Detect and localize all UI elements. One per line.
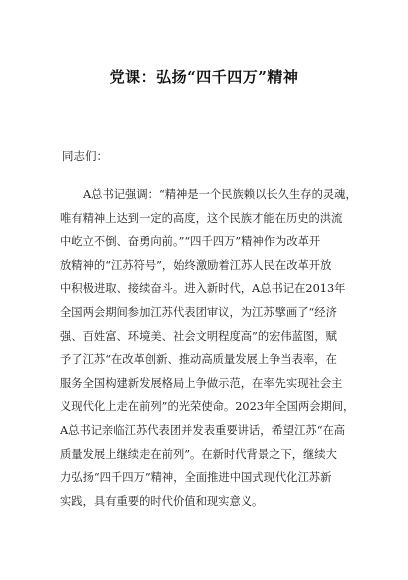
paragraph-line: 服务全国构建新发展格局上争做示范，在率先实现社会主 [60, 376, 343, 390]
salutation: 同志们： [62, 149, 108, 163]
paragraph-line: 义现代化上走在前列”的光荣使命。2023年全国两会期间， [60, 400, 355, 414]
paragraph-line: 予了江苏“在改革创新、推动高质量发展上争当表率，在 [60, 353, 337, 367]
document-title: 党课：弘扬“四千四万”精神 [109, 68, 299, 86]
paragraph-line: 强、百姓富、环境美、社会文明程度高”的宏伟蓝图，赋 [60, 329, 337, 343]
paragraph-line: 质量发展上继续走在前列”。在新时代背景之下，继续大 [60, 447, 337, 461]
paragraph-line: 实践，具有重要的时代价值和现实意义。 [60, 494, 264, 508]
body-paragraph [60, 183, 357, 513]
paragraph-line: 力弘扬“四千四万”精神，全面推进中国式现代化江苏新 [60, 471, 332, 485]
paragraph-line: 全国两会期间参加江苏代表团审议，为江苏擘画了“经济 [60, 305, 337, 319]
paragraph-line: A总书记强调：“精神是一个民族赖以长久生存的灵魂， [83, 188, 357, 201]
paragraph-line: 唯有精神上达到一定的高度，这个民族才能在历史的洪流 [60, 211, 343, 225]
paragraph-line: 中屹立不倒、奋勇向前。”“四千四万”精神作为改革开 [60, 235, 321, 249]
paragraph-line: 放精神的“江苏符号”，始终激励着江苏人民在改革开放 [60, 258, 332, 272]
paragraph-line: A总书记亲临江苏代表团并发表重要讲话，希望江苏“在高 [60, 423, 346, 437]
paragraph-line: 中积极进取、接续奋斗。进入新时代，A总书记在2013年 [60, 282, 346, 296]
